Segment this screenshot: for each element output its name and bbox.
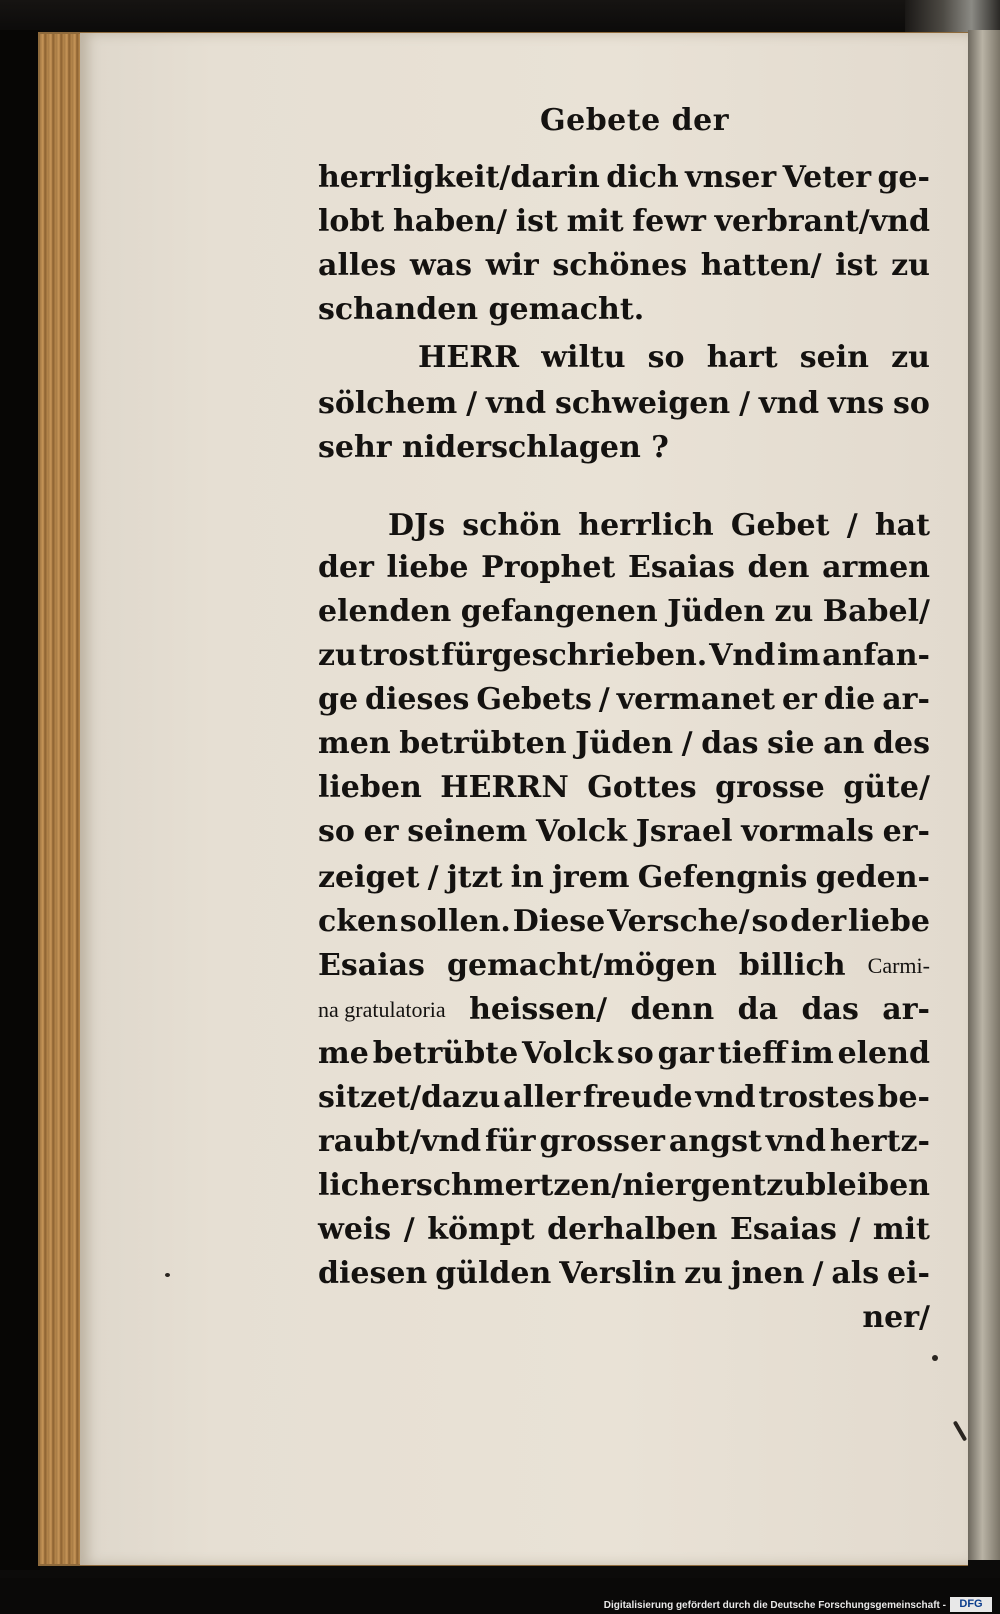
text-line: zu trost fürgeschrieben. Vnd im anfan- (318, 638, 930, 673)
text-line: zeiget / jtzt in jrem Gefengnis geden- (318, 860, 930, 895)
text-line: ner/ (862, 1300, 930, 1335)
text-line: so er seinem Volck Jsrael vormals er- (318, 814, 930, 849)
text-line: der liebe Prophet Esaias den armen (318, 550, 930, 585)
text-line: ge dieses Gebets / vermanet er die ar- (318, 682, 930, 717)
text-line: lieben HERRN Gottes grosse güte/ (318, 770, 930, 805)
speck (165, 1273, 170, 1277)
latin-phrase: na gratulatoria (318, 997, 446, 1022)
text-line: elenden gefangenen Jüden zu Babel/ (318, 594, 930, 629)
text-line: DJs schön herrlich Gebet / hat (388, 508, 930, 543)
speck (932, 1355, 938, 1361)
footer-credit: Digitalisierung gefördert durch die Deutsche Forschungsgemeinschaft - (603, 1600, 946, 1611)
page-edges (40, 34, 80, 1564)
text-line: herrligkeit/darin dich vnser Veter ge- (318, 160, 930, 195)
text-line: sehr niderschlagen ? (318, 430, 669, 465)
text-line: Esaias gemacht/mögen billich Carmi- (318, 943, 930, 989)
book-fore-edge (968, 30, 1000, 1560)
text-line: cken sollen. Diese Versche/ so der liebe (318, 904, 930, 939)
text-line: HERR wiltu so hart sein zu (418, 340, 930, 375)
text-line: me betrübte Volck so gar tieff im elend (318, 1036, 930, 1071)
text-line: licher schmertzen/ niergent zu bleiben (318, 1168, 930, 1203)
text-line: men betrübten Jüden / das sie an des (318, 726, 930, 761)
text-line: raubt/vnd für grosser angst vnd hertz- (318, 1124, 930, 1159)
text-line: weis / kömpt derhalben Esaias / mit (318, 1212, 930, 1247)
text-line: na gratulatoria heissen/ denn da das ar- (318, 987, 930, 1033)
scan-background-left (0, 30, 40, 1570)
text-line: schanden gemacht. (318, 292, 645, 327)
running-head: Gebete der (540, 103, 730, 138)
dfg-logo: DFG (950, 1597, 992, 1612)
text-line: diesen gülden Verslin zu jnen / als ei- (318, 1256, 930, 1291)
text-line: sölchem / vnd schweigen / vnd vns so (318, 386, 930, 421)
scan-background-top (0, 0, 1000, 32)
text-line: alles was wir schönes hatten/ ist zu (318, 248, 930, 283)
text-line: sitzet/dazu aller freude vnd trostes be- (318, 1080, 930, 1115)
text-line: lobt haben/ ist mit fewr verbrant/vnd (318, 204, 930, 239)
latin-phrase: Carmi- (867, 953, 930, 978)
